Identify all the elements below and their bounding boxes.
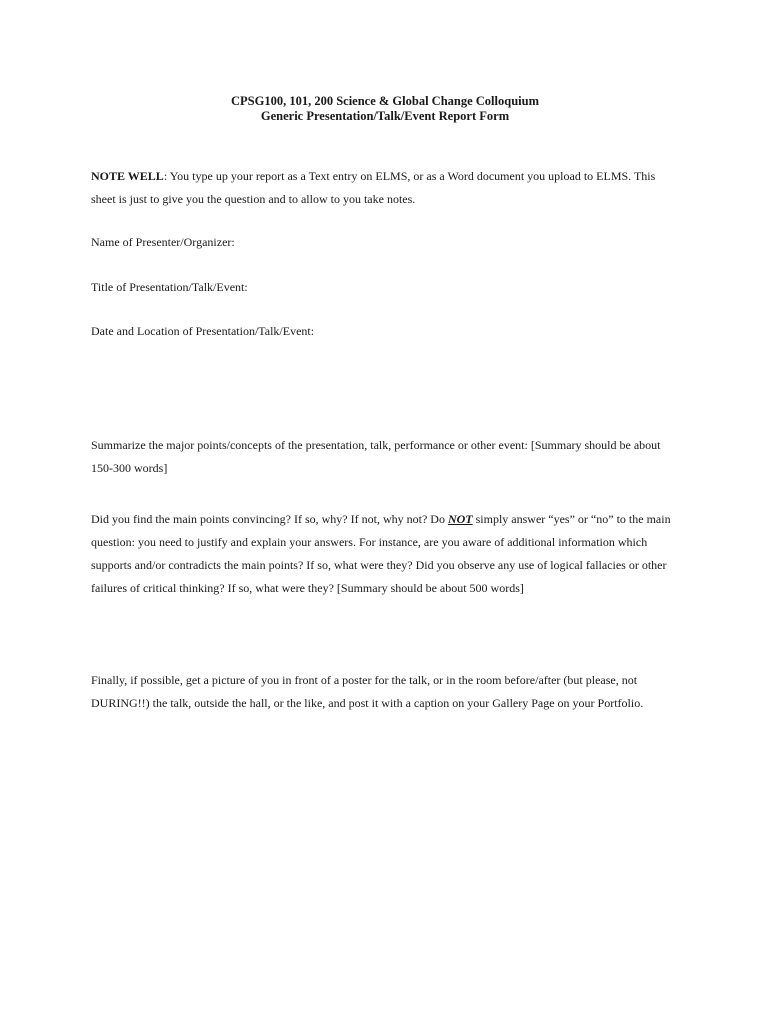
note-well-label: NOTE WELL [91,169,164,183]
form-title: Generic Presentation/Talk/Event Report Form [260,109,510,123]
photo-instruction: Finally, if possible, get a picture of you in front of a poster for the talk, or in the room before/after (but please, not DURING!!) the talk, outside the hall, or the like, and post it with a caption on your Gallery Page on your Portfolio. [91,673,644,710]
note-well-paragraph [91,165,681,211]
date-location-field-label: Date and Location of Presentation/Talk/Event: [91,324,315,338]
title-field-label: Title of Presentation/Talk/Event: [91,280,248,294]
convincing-question [91,508,681,600]
convincing-question-end: simply answer “yes” or “no” to the main question: you need to justify and explain your answers. For instance, are you aware of additional information which supports and/or contradicts the main points? If so, what were they? Did you observe any use of logical fallacies or other failures of critical thinking? If so, what were they? [Summary should be about 500 words] [91,512,671,595]
note-well-text: : You type up your report as a Text entry on ELMS, or as a Word document you upload to ELMS. This sheet is just to give you the question and to allow to you take notes. [91,169,656,206]
convincing-question-start: Did you find the main points convincing? If so, why? If not, why not? Do [91,512,448,526]
summary-question: Summarize the major points/concepts of the presentation, talk, performance or other event: [Summary should be about 150-300 words] [91,438,661,475]
form-course-title: CPSG100, 101, 200 Science & Global Change Colloquium [230,94,539,108]
presenter-field-label: Name of Presenter/Organizer: [91,235,235,249]
not-emphasis: NOT [447,512,473,526]
